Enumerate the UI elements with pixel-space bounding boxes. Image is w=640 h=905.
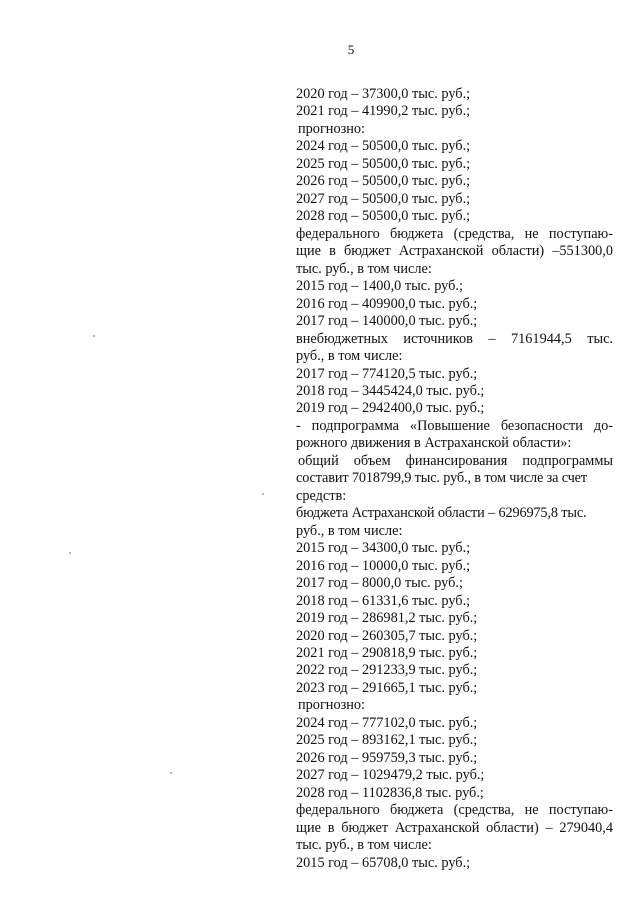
scan-speck: [170, 772, 172, 774]
text-line: рожного движения в Астраханской области»:: [296, 435, 572, 452]
text-line: федерального бюджета (средства, не поступаю-: [296, 225, 613, 242]
text-line: средств:: [296, 487, 347, 504]
text-line: 2022 год – 291233,9 тыс. руб.;: [296, 662, 478, 679]
text-line: 2016 год – 409900,0 тыс. руб.;: [296, 295, 478, 312]
text-line: 2015 год – 65708,0 тыс. руб.;: [296, 854, 471, 871]
text-line: 2025 год – 893162,1 тыс. руб.;: [296, 732, 478, 749]
text-line: 2023 год – 291665,1 тыс. руб.;: [296, 679, 478, 696]
text-line: 2017 год – 774120,5 тыс. руб.;: [296, 365, 478, 382]
text-line: 2024 год – 777102,0 тыс. руб.;: [296, 714, 478, 731]
text-line: внебюджетных источников – 7161944,5 тыс.: [296, 330, 613, 347]
text-line: 2028 год – 50500,0 тыс. руб.;: [296, 208, 471, 225]
text-line: общий объем финансирования подпрограммы: [298, 452, 613, 469]
text-line: 2019 год – 286981,2 тыс. руб.;: [296, 610, 478, 627]
text-line: составит 7018799,9 тыс. руб., в том числе за счет: [296, 470, 587, 487]
text-line: 2017 год – 140000,0 тыс. руб.;: [296, 313, 478, 330]
text-line: руб., в том числе:: [296, 522, 403, 539]
text-line: 2027 год – 1029479,2 тыс. руб.;: [296, 767, 485, 784]
text-line: - подпрограмма «Повышение безопасности до-: [296, 417, 613, 434]
text-line: 2020 год – 37300,0 тыс. руб.;: [296, 86, 471, 102]
text-line: 2017 год – 8000,0 тыс. руб.;: [296, 575, 463, 592]
text-line: прогнозно:: [298, 697, 366, 714]
text-line: 2020 год – 260305,7 тыс. руб.;: [296, 627, 478, 644]
text-line: 2015 год – 34300,0 тыс. руб.;: [296, 540, 471, 557]
text-line: щие в бюджет Астраханской области) – 279040,4: [296, 819, 613, 836]
text-line: 2015 год – 1400,0 тыс. руб.;: [296, 278, 463, 295]
text-line: щие в бюджет Астраханской области) –551300,0: [296, 243, 613, 260]
text-line: 2026 год – 50500,0 тыс. руб.;: [296, 173, 471, 190]
text-line: бюджета Астраханской области – 6296975,8 тыс.: [296, 505, 587, 522]
text-line: 2021 год – 290818,9 тыс. руб.;: [296, 645, 478, 661]
text-line: 2024 год – 50500,0 тыс. руб.;: [296, 138, 471, 155]
text-line: 2028 год – 1102836,8 тыс. руб.;: [296, 784, 484, 801]
text-line: прогнозно:: [298, 120, 366, 137]
text-line: 2018 год – 3445424,0 тыс. руб.;: [296, 382, 485, 399]
text-line: руб., в том числе:: [296, 348, 403, 365]
scan-speck: [69, 552, 71, 554]
text-line: тыс. руб., в том числе:: [296, 837, 432, 854]
text-line: 2018 год – 61331,6 тыс. руб.;: [296, 592, 471, 609]
document-text-block: [296, 86, 613, 872]
scan-speck: [93, 335, 95, 337]
text-line: тыс. руб., в том числе:: [296, 260, 432, 277]
text-line: 2025 год – 50500,0 тыс. руб.;: [296, 155, 471, 172]
text-line: 2016 год – 10000,0 тыс. руб.;: [296, 557, 471, 574]
text-line: 2021 год – 41990,2 тыс. руб.;: [296, 103, 471, 120]
text-line: 2019 год – 2942400,0 тыс. руб.;: [296, 400, 485, 417]
text-line: федерального бюджета (средства, не поступаю-: [296, 802, 613, 819]
text-line: 2026 год – 959759,3 тыс. руб.;: [296, 749, 478, 766]
scan-speck: [262, 493, 264, 495]
text-line: 2027 год – 50500,0 тыс. руб.;: [296, 190, 471, 207]
page-number: 5: [347, 42, 355, 57]
